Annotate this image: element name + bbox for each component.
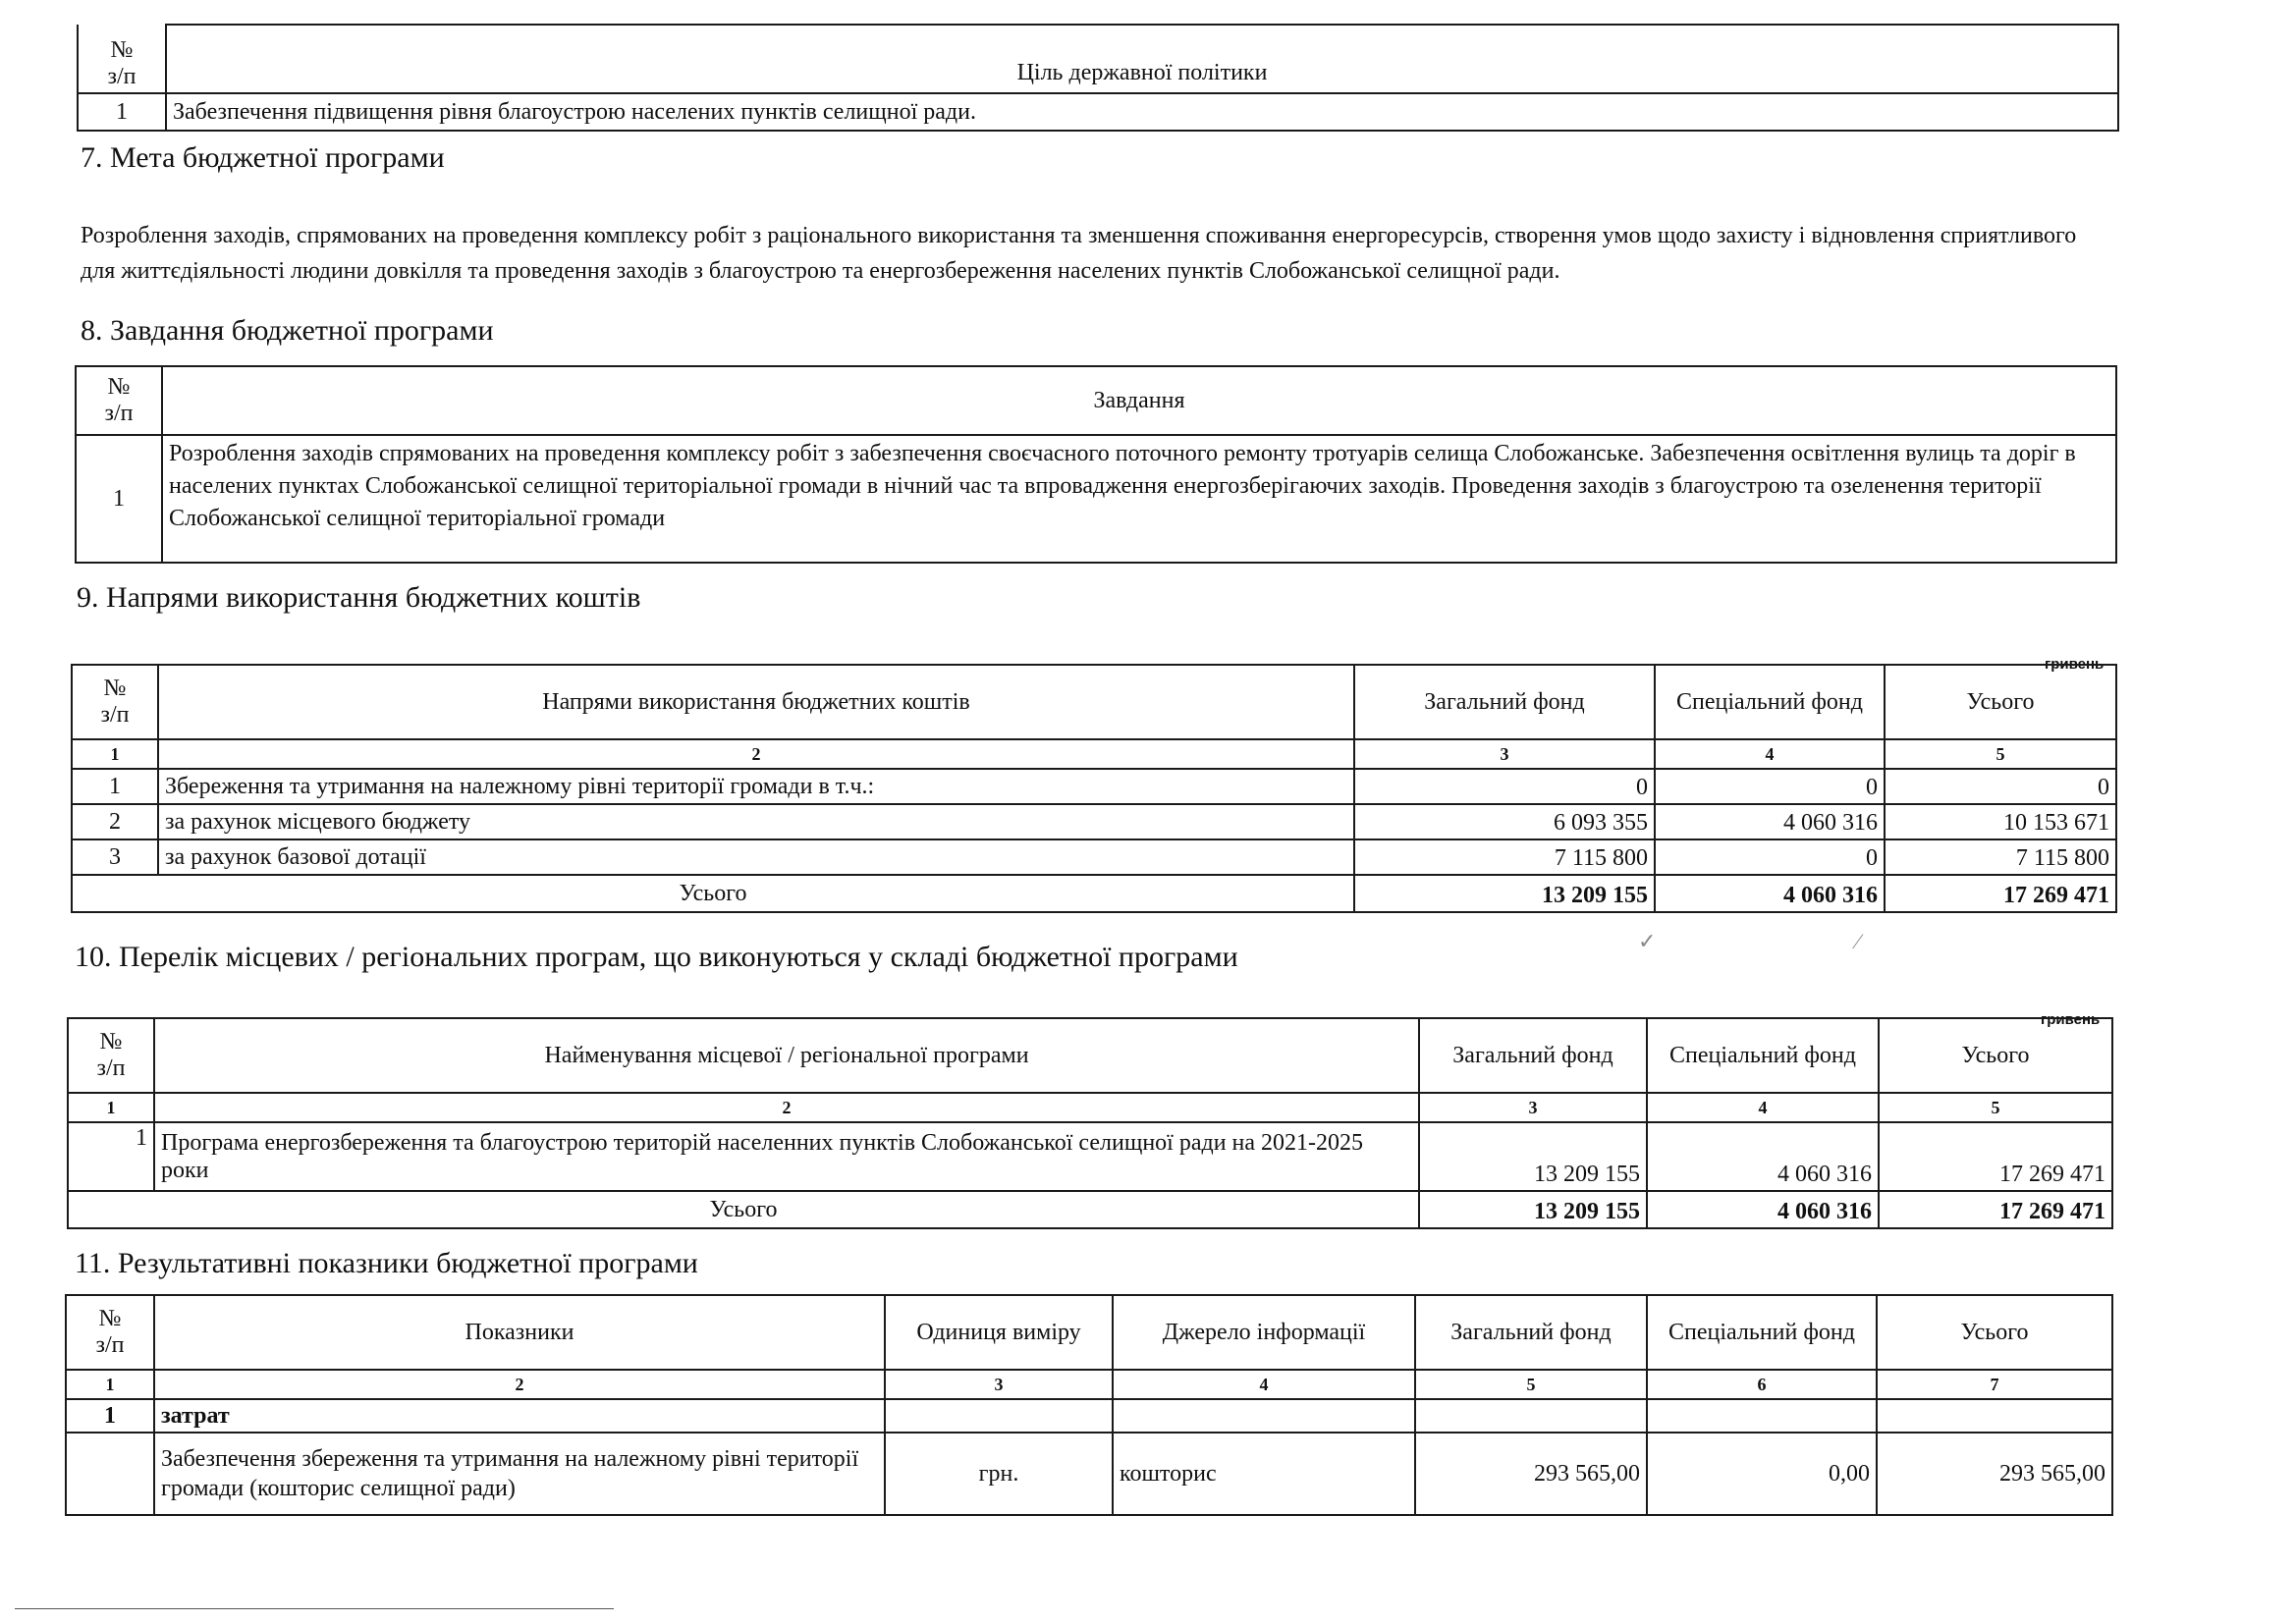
s9-colnum: 3 bbox=[1354, 739, 1655, 769]
group-row bbox=[66, 1399, 2112, 1433]
s9-row-name: за рахунок місцевого бюджету bbox=[158, 804, 1354, 839]
s11-head-general: Загальний фонд bbox=[1415, 1295, 1647, 1370]
s10-total-special: 4 060 316 bbox=[1647, 1191, 1879, 1228]
s9-colnum: 1 bbox=[72, 739, 158, 769]
s10-colnum: 4 bbox=[1647, 1093, 1879, 1122]
tasks-table bbox=[75, 365, 2117, 564]
s11-group-num: 1 bbox=[66, 1399, 154, 1433]
s9-row-special: 0 bbox=[1655, 839, 1885, 875]
s9-row-name: за рахунок базової дотації bbox=[158, 839, 1354, 875]
section7-text: Розроблення заходів, спрямованих на проведення комплексу робіт з раціонального використання та зменшення споживання енергоресурсів, створення умов щодо захисту і відновлення сприятливого для життєдіяльності людини довкілля та проведення заходів з благоустрою та енергозбереження населених пунктів Слобожанської селищної ради. bbox=[81, 223, 2077, 284]
s10-head-total: Усього bbox=[1879, 1018, 2112, 1093]
goal-head-title: Ціль державної політики bbox=[166, 25, 2118, 93]
s9-row-num: 3 bbox=[72, 839, 158, 875]
s9-row-total: 10 153 671 bbox=[1885, 804, 2116, 839]
s11-row-name: Забезпечення збереження та утримання на належному рівні території громади (кошторис селищної ради) bbox=[154, 1433, 885, 1515]
section10-unit: гривень bbox=[2041, 1011, 2101, 1028]
checkmark-icon: ⁄ bbox=[1856, 929, 1860, 953]
s11-colnum: 2 bbox=[154, 1370, 885, 1399]
s10-colnum: 3 bbox=[1419, 1093, 1647, 1122]
s11-colnum: 5 bbox=[1415, 1370, 1647, 1399]
section11-title: 11. Результативні показники бюджетної програми bbox=[75, 1247, 698, 1279]
s9-total-total: 17 269 471 bbox=[1885, 875, 2116, 912]
s11-head-special: Спеціальний фонд bbox=[1647, 1295, 1877, 1370]
budget-directions-table bbox=[71, 664, 2117, 913]
s10-colnum: 5 bbox=[1879, 1093, 2112, 1122]
s10-row-special: 4 060 316 bbox=[1647, 1122, 1879, 1191]
s11-head-indicators: Показники bbox=[154, 1295, 885, 1370]
s9-row-general: 0 bbox=[1354, 769, 1655, 804]
s11-row-general: 293 565,00 bbox=[1415, 1433, 1647, 1515]
s11-row-source: кошторис bbox=[1113, 1433, 1415, 1515]
s11-group-label: затрат bbox=[154, 1399, 885, 1433]
table-row bbox=[72, 839, 2116, 875]
s9-row-general: 7 115 800 bbox=[1354, 839, 1655, 875]
s11-row-special: 0,00 bbox=[1647, 1433, 1877, 1515]
total-row bbox=[72, 875, 2116, 912]
table-row bbox=[68, 1122, 2112, 1191]
s9-row-num: 2 bbox=[72, 804, 158, 839]
goal-row-num: 1 bbox=[78, 93, 166, 131]
section7-title: 7. Мета бюджетної програми bbox=[81, 141, 445, 174]
page-bottom-divider bbox=[15, 1608, 614, 1609]
s9-head-name: Напрями використання бюджетних коштів bbox=[158, 665, 1354, 739]
s9-row-special: 4 060 316 bbox=[1655, 804, 1885, 839]
s9-head-total: Усього bbox=[1885, 665, 2116, 739]
tasks-row-num: 1 bbox=[76, 435, 162, 563]
s9-colnum: 2 bbox=[158, 739, 1354, 769]
s10-head-special: Спеціальний фонд bbox=[1647, 1018, 1879, 1093]
s10-total-total: 17 269 471 bbox=[1879, 1191, 2112, 1228]
s10-colnum: 2 bbox=[154, 1093, 1419, 1122]
s11-row-total: 293 565,00 bbox=[1877, 1433, 2112, 1515]
s9-colnum: 5 bbox=[1885, 739, 2116, 769]
s9-row-name: Збереження та утримання на належному рівні території громади в т.ч.: bbox=[158, 769, 1354, 804]
total-row bbox=[68, 1191, 2112, 1228]
s11-row-unit: грн. bbox=[885, 1433, 1113, 1515]
s9-row-general: 6 093 355 bbox=[1354, 804, 1655, 839]
s10-head-general: Загальний фонд bbox=[1419, 1018, 1647, 1093]
s9-row-special: 0 bbox=[1655, 769, 1885, 804]
s11-colnum: 7 bbox=[1877, 1370, 2112, 1399]
s9-row-total: 0 bbox=[1885, 769, 2116, 804]
tasks-row-text: Розроблення заходів спрямованих на проведення комплексу робіт з забезпечення своєчасного поточного ремонту тротуарів селища Слобожанське. Забезпечення освітлення вулиць та доріг в населених пунктах Слобожанської селищної територіальної громади в нічний час та впровадження енергозберігаючих заходів. Проведення заходів з благоустрою та озеленення території Слобожанської селищної територіальної громади bbox=[162, 435, 2116, 563]
table-row bbox=[72, 804, 2116, 839]
tasks-head-title: Завдання bbox=[162, 366, 2116, 435]
s11-colnum: 3 bbox=[885, 1370, 1113, 1399]
table-row bbox=[66, 1433, 2112, 1515]
s9-total-label: Усього bbox=[72, 875, 1354, 912]
s10-colnum: 1 bbox=[68, 1093, 154, 1122]
checkmark-icon: ✓ bbox=[1638, 929, 1657, 953]
s9-total-general: 13 209 155 bbox=[1354, 875, 1655, 912]
s9-head-general: Загальний фонд bbox=[1354, 665, 1655, 739]
goal-row-text: Забезпечення підвищення рівня благоустрою населених пунктів селищної ради. bbox=[166, 93, 2118, 131]
s10-row-num: 1 bbox=[68, 1122, 154, 1191]
tasks-head-num: № з/п bbox=[76, 366, 162, 435]
goal-head-num: № з/п bbox=[78, 25, 166, 93]
s10-total-label: Усього bbox=[68, 1191, 1419, 1228]
local-programs-table bbox=[67, 1017, 2113, 1229]
s10-row-name: Програма енергозбереження та благоустрою територій населенних пунктів Слобожанської селищної ради на 2021-2025 роки bbox=[154, 1122, 1419, 1191]
s11-row-num bbox=[66, 1433, 154, 1515]
s9-row-num: 1 bbox=[72, 769, 158, 804]
s10-total-general: 13 209 155 bbox=[1419, 1191, 1647, 1228]
s11-head-unit: Одиниця виміру bbox=[885, 1295, 1113, 1370]
s9-row-total: 7 115 800 bbox=[1885, 839, 2116, 875]
s11-colnum: 4 bbox=[1113, 1370, 1415, 1399]
s11-head-num: № з/п bbox=[66, 1295, 154, 1370]
s11-head-source: Джерело інформації bbox=[1113, 1295, 1415, 1370]
s10-row-general: 13 209 155 bbox=[1419, 1122, 1647, 1191]
section10-title: 10. Перелік місцевих / регіональних програм, що виконуються у складі бюджетної програми bbox=[75, 941, 1238, 973]
table-row bbox=[72, 769, 2116, 804]
section8-title: 8. Завдання бюджетної програми bbox=[81, 314, 494, 347]
s9-colnum: 4 bbox=[1655, 739, 1885, 769]
s10-head-name: Найменування місцевої / регіональної програми bbox=[154, 1018, 1419, 1093]
s11-colnum: 1 bbox=[66, 1370, 154, 1399]
s11-head-total: Усього bbox=[1877, 1295, 2112, 1370]
s10-head-num: № з/п bbox=[68, 1018, 154, 1093]
s9-total-special: 4 060 316 bbox=[1655, 875, 1885, 912]
section9-title: 9. Напрями використання бюджетних коштів bbox=[77, 581, 641, 614]
s11-colnum: 6 bbox=[1647, 1370, 1877, 1399]
s9-head-special: Спеціальний фонд bbox=[1655, 665, 1885, 739]
s10-row-total: 17 269 471 bbox=[1879, 1122, 2112, 1191]
s9-head-num: № з/п bbox=[72, 665, 158, 739]
performance-indicators-table bbox=[65, 1294, 2113, 1516]
section9-unit: гривень bbox=[2045, 656, 2105, 673]
policy-goal-table bbox=[77, 24, 2119, 132]
